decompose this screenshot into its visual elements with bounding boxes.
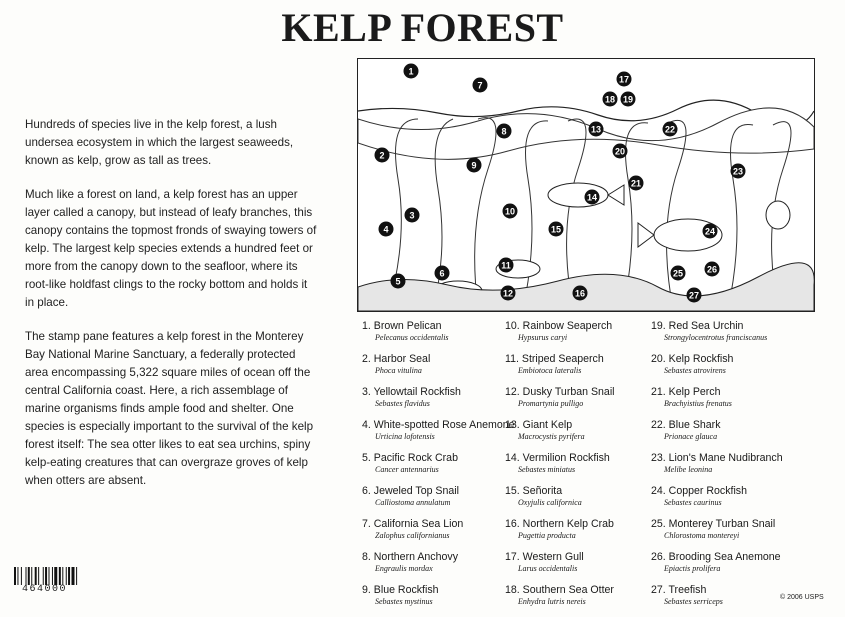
species-marker-number: 23	[732, 166, 744, 177]
species-scientific-name: Sebastes miniatus	[518, 465, 576, 474]
species-name: 15. Señorita	[505, 485, 563, 497]
species-name: 18. Southern Sea Otter	[505, 584, 614, 596]
species-name: 20. Kelp Rockfish	[651, 353, 734, 365]
species-name: 17. Western Gull	[505, 551, 584, 563]
species-scientific-name: Epiactis prolifera	[664, 564, 721, 573]
species-marker-number: 6	[439, 268, 445, 279]
legend-entry	[505, 584, 655, 617]
intro-paragraph: The stamp pane features a kelp forest in the Monterey Bay National Marine Sanctuary, a federally protected area encompassing 5,322 square miles of ocean off the central California coast. Here, a rich assemblage of marine organisms finds ample food and shelter. One species is especially important to the survival of the kelp forest itself: The sea otter likes to eat sea urchins, spiny kelp-eating creatures that can overgraze groves of kelp when otters are absent.	[25, 330, 314, 487]
species-name: 7. California Sea Lion	[362, 518, 464, 530]
species-scientific-name: Enhydra lutris nereis	[518, 597, 586, 606]
legend-entry	[651, 320, 801, 353]
species-scientific-name: Oxyjulis californica	[518, 498, 582, 507]
legend-entry	[505, 419, 655, 452]
legend-entry	[505, 353, 655, 386]
legend-entry	[362, 551, 512, 584]
intro-paragraph: Hundreds of species live in the kelp forest, a lush undersea ecosystem in which the largest seaweeds, known as kelp, grow as tall as trees.	[25, 118, 294, 167]
species-name: 8. Northern Anchovy	[362, 551, 458, 563]
legend-column	[362, 320, 515, 617]
species-marker-number: 11	[501, 260, 511, 271]
species-name: 23. Lion's Mane Nudibranch	[651, 452, 783, 464]
species-name: 5. Pacific Rock Crab	[362, 452, 458, 464]
legend-entry	[505, 551, 655, 584]
species-scientific-name: Strongylocentrotus franciscanus	[664, 333, 768, 342]
legend-entry	[362, 386, 512, 419]
legend-entry	[651, 386, 801, 419]
legend-entry	[651, 584, 801, 617]
species-marker-number: 2	[379, 150, 385, 161]
species-scientific-name: Macrocystis pyrifera	[518, 432, 585, 441]
species-marker-number: 12	[502, 288, 514, 299]
legend-column	[651, 320, 801, 617]
legend-entry	[362, 353, 512, 386]
legend-entry	[362, 320, 512, 353]
legend-entry	[362, 419, 515, 452]
species-name: 19. Red Sea Urchin	[651, 320, 744, 332]
species-scientific-name: Hypsurus caryi	[518, 333, 568, 342]
species-name: 25. Monterey Turban Snail	[651, 518, 776, 530]
species-marker-number: 21	[630, 178, 642, 189]
species-marker-number: 25	[672, 268, 684, 279]
legend-entry	[651, 353, 801, 386]
species-name: 27. Treefish	[651, 584, 707, 596]
species-name: 4. White-spotted Rose Anemone	[362, 419, 515, 431]
species-name: 26. Brooding Sea Anemone	[651, 551, 781, 563]
barcode	[14, 567, 106, 585]
copyright: © 2006 USPS	[780, 594, 824, 601]
species-scientific-name: Pugettia producta	[518, 531, 576, 540]
species-marker-number: 22	[664, 124, 676, 135]
species-marker-number: 27	[688, 290, 700, 301]
species-name: 2. Harbor Seal	[362, 353, 431, 365]
species-scientific-name: Sebastes atrovirens	[664, 366, 726, 375]
species-scientific-name: Sebastes serriceps	[664, 597, 723, 606]
species-scientific-name: Urticina lofotensis	[375, 432, 435, 441]
species-name: 16. Northern Kelp Crab	[505, 518, 614, 530]
species-scientific-name: Pelecanus occidentalis	[375, 333, 449, 342]
intro-paragraph: Much like a forest on land, a kelp forest has an upper layer called a canopy, but instead of leafy branches, this canopy contains the topmost fronds of swaying towers of kelp. The largest kelp species extends a hundred feet or more from the canopy down to the seafloor, where its root-like holdfast clings to the rocky bottom and holds it in place.	[25, 188, 317, 309]
species-marker-number: 10	[504, 206, 516, 217]
legend-entry	[651, 551, 801, 584]
species-marker-number: 24	[704, 226, 716, 237]
species-marker-number: 15	[550, 224, 562, 235]
legend-entry	[651, 452, 801, 485]
legend-entry	[505, 518, 655, 551]
species-scientific-name: Sebastes mystinus	[375, 597, 433, 606]
species-marker-number: 1	[408, 66, 414, 77]
legend-entry	[505, 485, 655, 518]
species-marker-number: 9	[471, 160, 477, 171]
species-marker-number: 17	[618, 74, 630, 85]
seafloor	[358, 260, 814, 311]
species-scientific-name: Chlorostoma montereyi	[664, 531, 740, 540]
species-name: 22. Blue Shark	[651, 419, 721, 431]
species-scientific-name: Larus occidentalis	[518, 564, 578, 573]
species-marker-number: 4	[383, 224, 389, 235]
legend-entry	[505, 320, 655, 353]
species-scientific-name: Sebastes flavidus	[375, 399, 430, 408]
species-marker-number: 26	[706, 264, 718, 275]
species-name: 10. Rainbow Seaperch	[505, 320, 613, 332]
species-marker-number: 14	[586, 192, 598, 203]
species-scientific-name: Brachyistius frenatus	[664, 399, 732, 408]
species-legend	[362, 320, 822, 610]
legend-entry	[651, 518, 801, 551]
species-name: 11. Striped Seaperch	[505, 353, 604, 365]
species-marker-number: 20	[614, 146, 626, 157]
page-title: KELP FOREST	[281, 5, 564, 50]
species-name: 3. Yellowtail Rockfish	[362, 386, 461, 398]
species-scientific-name: Engraulis mordax	[375, 564, 433, 573]
species-marker-number: 19	[622, 94, 634, 105]
legend-entry	[651, 485, 801, 518]
species-marker-number: 3	[409, 210, 415, 221]
species-name: 24. Copper Rockfish	[651, 485, 747, 497]
species-name: 6. Jeweled Top Snail	[362, 485, 459, 497]
species-scientific-name: Prionace glauca	[664, 432, 718, 441]
legend-entry	[362, 452, 512, 485]
legend-entry	[651, 419, 801, 452]
species-scientific-name: Cancer antennarius	[375, 465, 439, 474]
species-name: 12. Dusky Turban Snail	[505, 386, 615, 398]
species-marker-number: 8	[501, 126, 507, 137]
barcode-number: 464000	[22, 584, 68, 595]
species-scientific-name: Embiotoca lateralis	[518, 366, 582, 375]
species-marker-number: 5	[395, 276, 401, 287]
species-scientific-name: Sebastes caurinus	[664, 498, 722, 507]
species-scientific-name: Zalophus californianus	[375, 531, 450, 540]
species-marker-number: 7	[477, 80, 483, 91]
species-marker-number: 13	[590, 124, 602, 135]
legend-entry	[362, 584, 512, 617]
species-scientific-name: Melibe leonina	[664, 465, 713, 474]
species-name: 9. Blue Rockfish	[362, 584, 439, 596]
species-scientific-name: Calliostoma annulatum	[375, 498, 451, 507]
species-scientific-name: Phoca vitulina	[375, 366, 422, 375]
species-marker-number: 18	[604, 94, 616, 105]
legend-entry	[505, 386, 655, 419]
species-name: 13. Giant Kelp	[505, 419, 573, 431]
species-name: 14. Vermilion Rockfish	[505, 452, 610, 464]
species-name: 1. Brown Pelican	[362, 320, 442, 332]
species-marker-number: 16	[574, 288, 586, 299]
kelp-forest-illustration	[357, 58, 815, 312]
legend-column	[505, 320, 655, 617]
species-name: 21. Kelp Perch	[651, 386, 721, 398]
species-scientific-name: Promartynia pulligo	[518, 399, 584, 408]
legend-entry	[505, 452, 655, 485]
intro-text	[25, 116, 317, 506]
legend-entry	[362, 518, 512, 551]
legend-entry	[362, 485, 512, 518]
